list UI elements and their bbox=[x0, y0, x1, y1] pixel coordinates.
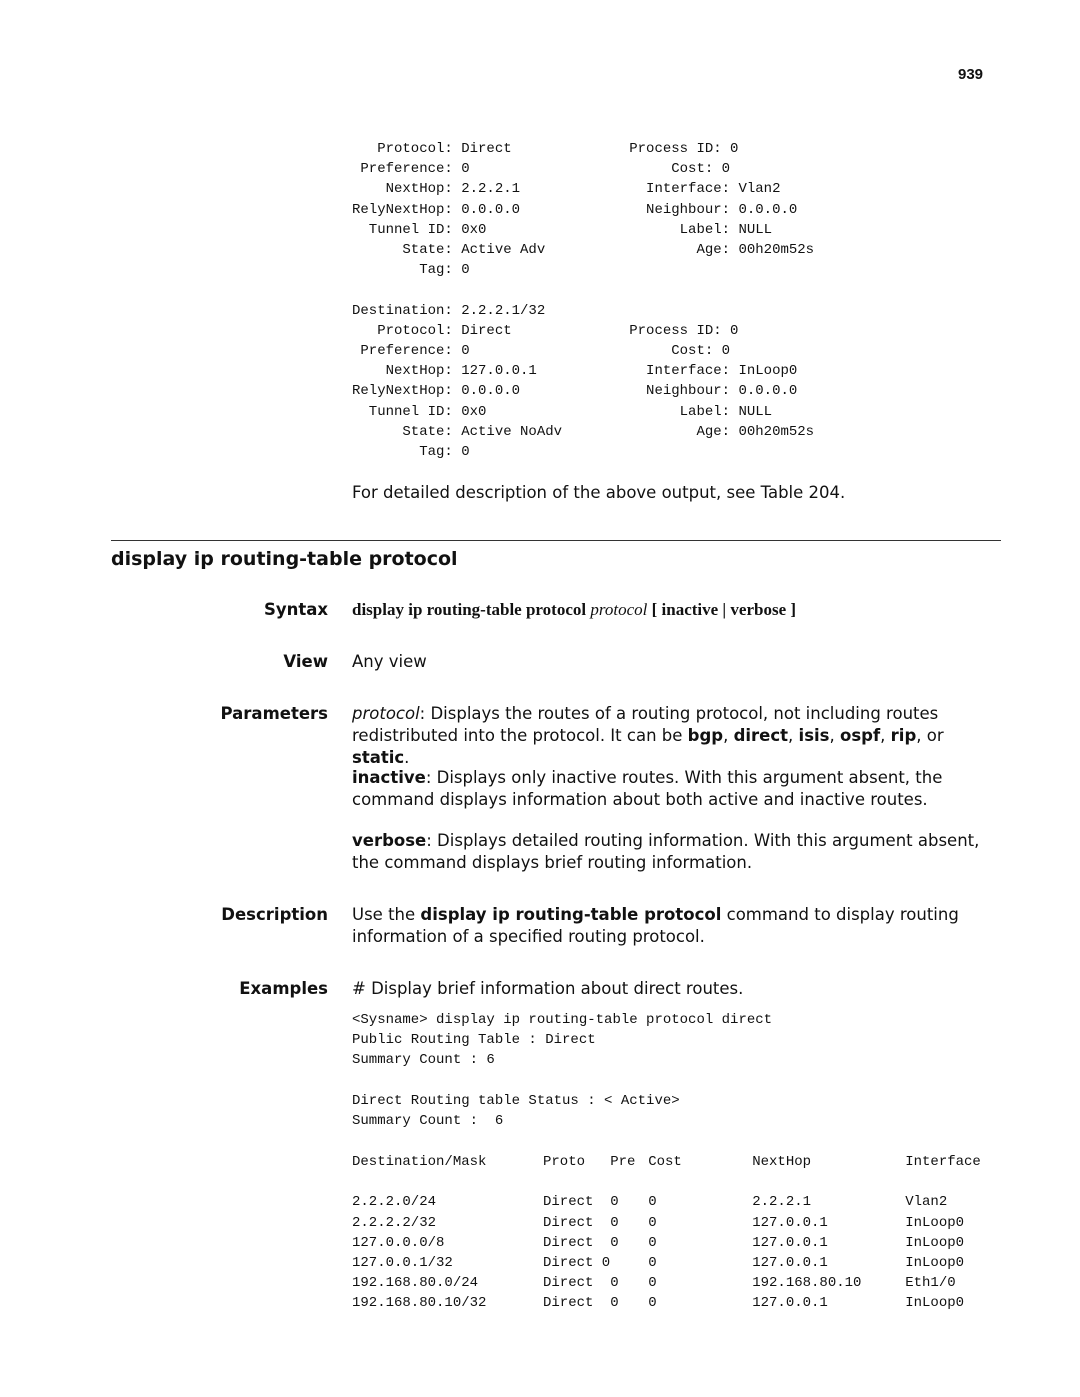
table-cell: 2.2.2.2/32 bbox=[352, 1214, 437, 1231]
syntax-argument: protocol bbox=[590, 600, 648, 619]
syntax-bracket-open: [ bbox=[647, 600, 662, 619]
table-cell: 0 bbox=[610, 1295, 619, 1312]
param-option-rip: rip bbox=[890, 726, 917, 745]
description-post: command to display routing information of a specified routing protocol. bbox=[352, 905, 959, 946]
table-cell: InLoop0 bbox=[905, 1234, 965, 1251]
table-cell: 2.2.2.0/24 bbox=[352, 1194, 437, 1211]
table-row bbox=[352, 1253, 1000, 1273]
param-protocol-term: protocol bbox=[352, 704, 420, 723]
table-cell: 0 bbox=[648, 1275, 657, 1292]
table-cell: Vlan2 bbox=[905, 1194, 948, 1211]
table-cell: 0 bbox=[648, 1214, 657, 1231]
param-option-bgp: bgp bbox=[687, 726, 724, 745]
table-header-cell: Destination/Mask bbox=[352, 1154, 487, 1170]
table-cell: 127.0.0.1 bbox=[752, 1295, 828, 1312]
verbose-route-output: Protocol: Direct Process ID: 0 Preference: 0 Cost: 0 NextHop: 2.2.2.1 Interface: Vlan2 RelyNextHop: 0.0.0.0 Neighbour: 0.0.0.0 Tunnel ID: 0x0 Label: NULL State: Active Adv Age: 00h20m52s Tag: 0 Destination: 2.2.2.1/32 Protocol: Direct Process ID: 0 Preference: 0 Cost: 0 NextHop: 127.0.0.1 Interface: InLoop0 RelyNextHop: 0.0.0.0 Neighbour: 0.0.0.0 Tunnel ID: 0x0 Label: NULL State: Active NoAdv Age: 00h20m52s Tag: 0 bbox=[352, 141, 815, 461]
description-command: display ip routing-table protocol bbox=[420, 905, 722, 924]
description-pre: Use the bbox=[352, 905, 421, 924]
param-inactive-desc: : Displays only inactive routes. With this argument absent, the command displays information about both active and inactive routes. bbox=[352, 768, 943, 809]
syntax-option-inactive: inactive bbox=[661, 600, 719, 619]
table-cell: 0 bbox=[648, 1255, 657, 1272]
table-cell: 192.168.80.10/32 bbox=[352, 1295, 487, 1312]
table-cell: 127.0.0.1 bbox=[752, 1234, 828, 1251]
parameters-label: Parameters bbox=[220, 704, 328, 723]
table-row bbox=[352, 1273, 1000, 1293]
syntax-label: Syntax bbox=[263, 600, 328, 619]
table-row bbox=[352, 1213, 1000, 1233]
table-cell: 0 bbox=[610, 1275, 619, 1292]
section-title: display ip routing-table protocol bbox=[111, 548, 458, 570]
table-cell: InLoop0 bbox=[905, 1255, 965, 1272]
table-header-cell: Interface bbox=[905, 1154, 981, 1170]
param-sep: , bbox=[880, 726, 891, 745]
table-cell: 0 bbox=[610, 1194, 619, 1211]
table-cell: 0 bbox=[610, 1214, 619, 1231]
table-cell: 127.0.0.1 bbox=[752, 1214, 828, 1231]
table-cell: 0 bbox=[648, 1234, 657, 1251]
table-cell: Direct 0 bbox=[543, 1255, 611, 1272]
table-cell: 0 bbox=[648, 1295, 657, 1312]
command-output: <Sysname> display ip routing-table protocol direct Public Routing Table : Direct Summary Count : 6 Direct Routing table Status : < Active> Summary Count : 6 bbox=[352, 1012, 773, 1130]
param-end: . bbox=[404, 748, 410, 767]
table-cell: 0 bbox=[610, 1234, 619, 1251]
param-sep: , bbox=[829, 726, 841, 745]
syntax-option-verbose: verbose bbox=[730, 600, 787, 619]
description-text bbox=[352, 904, 1002, 948]
param-protocol-desc: : Displays the routes of a routing protocol, not including routes redistributed into the protocol. It can be bbox=[352, 704, 939, 745]
param-inactive bbox=[352, 767, 1002, 811]
examples-text: # Display brief information about direct routes. bbox=[352, 979, 744, 998]
table-cell: 192.168.80.0/24 bbox=[352, 1275, 479, 1292]
table-cell: 127.0.0.0/8 bbox=[352, 1234, 445, 1251]
table-header-row bbox=[352, 1152, 1000, 1172]
table-header-cell: Cost bbox=[648, 1154, 682, 1170]
table-cell: InLoop0 bbox=[905, 1295, 965, 1312]
table-cell: Direct bbox=[543, 1275, 594, 1292]
table-row bbox=[352, 1233, 1000, 1253]
table-cell: Direct bbox=[543, 1234, 594, 1251]
table-header-cell: NextHop bbox=[752, 1154, 812, 1170]
section-divider bbox=[111, 540, 1001, 541]
param-verbose bbox=[352, 830, 1002, 874]
syntax-line bbox=[352, 599, 1002, 621]
param-sep: , bbox=[723, 726, 734, 745]
table-cell bbox=[610, 1253, 648, 1273]
page-number: 939 bbox=[958, 66, 984, 83]
param-option-ospf: ospf bbox=[840, 726, 881, 745]
syntax-bracket-close: ] bbox=[786, 600, 797, 619]
table-spacer bbox=[352, 1172, 1000, 1192]
description-label: Description bbox=[221, 905, 328, 924]
param-sep: , bbox=[788, 726, 799, 745]
see-table-note: For detailed description of the above output, see Table 204. bbox=[352, 483, 846, 502]
param-protocol bbox=[352, 703, 1002, 769]
param-verbose-desc: : Displays detailed routing information. With this argument absent, the command displays brief routing information. bbox=[352, 831, 980, 872]
view-label: View bbox=[283, 652, 328, 671]
table-cell: Direct bbox=[543, 1214, 594, 1231]
table-cell: 2.2.2.1 bbox=[752, 1194, 812, 1211]
table-header-cell: Pre bbox=[610, 1154, 636, 1170]
param-inactive-term: inactive bbox=[352, 768, 426, 787]
table-cell: 192.168.80.10 bbox=[752, 1275, 862, 1292]
table-cell: Direct bbox=[543, 1295, 594, 1312]
table-row bbox=[352, 1293, 1000, 1313]
syntax-separator: | bbox=[718, 600, 731, 619]
table-cell: Eth1/0 bbox=[905, 1275, 956, 1292]
param-option-isis: isis bbox=[798, 726, 830, 745]
table-header-cell: Proto bbox=[543, 1154, 586, 1170]
table-cell: 127.0.0.1 bbox=[752, 1255, 828, 1272]
table-cell: 0 bbox=[648, 1194, 657, 1211]
param-option-static: static bbox=[352, 748, 405, 767]
param-option-direct: direct bbox=[733, 726, 789, 745]
syntax-command: display ip routing-table protocol bbox=[352, 600, 587, 619]
table-row bbox=[352, 1192, 1000, 1212]
table-cell: InLoop0 bbox=[905, 1214, 965, 1231]
view-text: Any view bbox=[352, 652, 427, 671]
param-verbose-term: verbose bbox=[352, 831, 427, 850]
table-cell: 127.0.0.1/32 bbox=[352, 1255, 453, 1272]
param-sep: , or bbox=[916, 726, 944, 745]
table-cell: Direct bbox=[543, 1194, 594, 1211]
examples-label: Examples bbox=[239, 979, 328, 998]
route-table bbox=[352, 1152, 1000, 1314]
